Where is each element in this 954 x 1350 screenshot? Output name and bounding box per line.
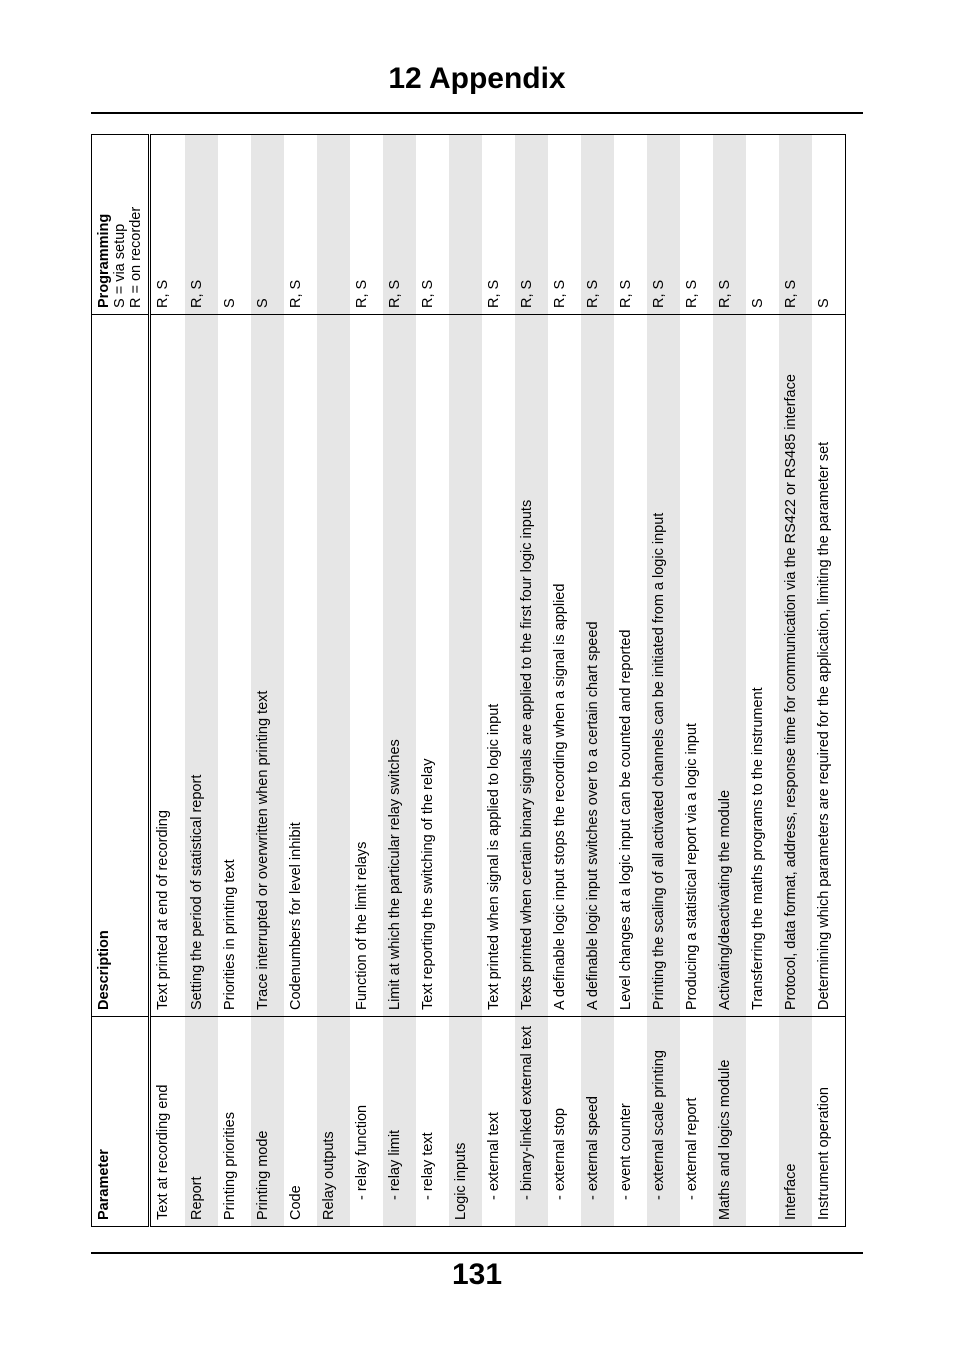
cell-description: Transferring the maths programs to the instrument	[746, 315, 779, 1017]
cell-parameter: - relay limit	[383, 1017, 416, 1227]
cell-programming: R, S	[614, 135, 647, 315]
table-row	[614, 135, 647, 1227]
cell-description: Printing the scaling of all activated channels can be initiated from a logic input	[647, 315, 680, 1017]
cell-parameter: Report	[185, 1017, 218, 1227]
cell-parameter: Code	[284, 1017, 317, 1227]
column-header-programming	[92, 135, 150, 315]
column-header-description: Description	[92, 315, 150, 1017]
footer-rule	[91, 1252, 863, 1254]
cell-parameter: - external text	[482, 1017, 515, 1227]
cell-programming: R, S	[350, 135, 383, 315]
cell-parameter: Text at recording end	[150, 1017, 185, 1227]
cell-description: Level changes at a logic input can be counted and reported	[614, 315, 647, 1017]
cell-parameter: - external scale printing	[647, 1017, 680, 1227]
cell-programming: R, S	[383, 135, 416, 315]
cell-description: A definable logic input stops the recording when a signal is applied	[548, 315, 581, 1017]
cell-parameter: Relay outputs	[317, 1017, 350, 1227]
table-row	[218, 135, 251, 1227]
cell-description: Setting the period of statistical report	[185, 315, 218, 1017]
table-row	[812, 135, 846, 1227]
cell-parameter: - event counter	[614, 1017, 647, 1227]
cell-description: Text reporting the switching of the relay	[416, 315, 449, 1017]
cell-parameter	[746, 1017, 779, 1227]
cell-parameter: Logic inputs	[449, 1017, 482, 1227]
cell-programming	[449, 135, 482, 315]
cell-programming	[317, 135, 350, 315]
cell-description: Priorities in printing text	[218, 315, 251, 1017]
cell-description: Determining which parameters are required for the application, limiting the parameter set	[812, 315, 846, 1017]
table-row	[449, 135, 482, 1227]
table-row	[317, 135, 350, 1227]
table-row	[185, 135, 218, 1227]
cell-description	[317, 315, 350, 1017]
cell-description: Producing a statistical report via a logic input	[680, 315, 713, 1017]
cell-programming: S	[746, 135, 779, 315]
cell-programming: R, S	[416, 135, 449, 315]
cell-description: Function of the limit relays	[350, 315, 383, 1017]
table-row	[647, 135, 680, 1227]
table-row	[251, 135, 284, 1227]
page-number: 131	[451, 1258, 503, 1291]
header-rule	[91, 112, 863, 114]
cell-description: Trace interrupted or overwritten when printing text	[251, 315, 284, 1017]
cell-parameter: Printing priorities	[218, 1017, 251, 1227]
cell-programming: R, S	[482, 135, 515, 315]
cell-programming: S	[218, 135, 251, 315]
table-body	[150, 135, 846, 1227]
cell-description: Activating/deactivating the module	[713, 315, 746, 1017]
table-row	[284, 135, 317, 1227]
table-row	[515, 135, 548, 1227]
cell-programming: S	[251, 135, 284, 315]
table-row	[680, 135, 713, 1227]
cell-parameter: - external report	[680, 1017, 713, 1227]
programming-note-setup: S = via setup	[112, 223, 128, 308]
cell-description: Codenumbers for level inhibit	[284, 315, 317, 1017]
cell-parameter: Printing mode	[251, 1017, 284, 1227]
programming-note-recorder: R = on recorder	[128, 206, 144, 308]
cell-description: Protocol, data format, address, response time for communication via the RS422 or RS485 interface	[779, 315, 812, 1017]
cell-programming: R, S	[680, 135, 713, 315]
cell-programming: R, S	[284, 135, 317, 315]
table-row	[350, 135, 383, 1227]
cell-description: Limit at which the particular relay switches	[383, 315, 416, 1017]
cell-programming: R, S	[185, 135, 218, 315]
table-row	[150, 135, 185, 1227]
cell-parameter: - binary-linked external text	[515, 1017, 548, 1227]
table-row	[482, 135, 515, 1227]
cell-parameter: Maths and logics module	[713, 1017, 746, 1227]
cell-description: Text printed at end of recording	[150, 315, 185, 1017]
parameter-table	[91, 134, 846, 1227]
cell-programming: R, S	[548, 135, 581, 315]
cell-programming: R, S	[779, 135, 812, 315]
table-header-row	[92, 135, 150, 1227]
table-row	[746, 135, 779, 1227]
cell-programming: R, S	[515, 135, 548, 315]
table-row	[548, 135, 581, 1227]
cell-description: Text printed when signal is applied to logic input	[482, 315, 515, 1017]
table-row	[779, 135, 812, 1227]
cell-parameter: - relay function	[350, 1017, 383, 1227]
cell-parameter: Instrument operation	[812, 1017, 846, 1227]
cell-description: Texts printed when certain binary signals are applied to the first four logic inputs	[515, 315, 548, 1017]
cell-programming: R, S	[647, 135, 680, 315]
rotated-table	[91, 135, 846, 1227]
table-row	[416, 135, 449, 1227]
column-header-parameter: Parameter	[92, 1017, 150, 1227]
cell-parameter: Interface	[779, 1017, 812, 1227]
cell-programming: R, S	[581, 135, 614, 315]
cell-parameter: - relay text	[416, 1017, 449, 1227]
programming-title: Programming	[96, 213, 112, 308]
cell-programming: R, S	[713, 135, 746, 315]
cell-parameter: - external speed	[581, 1017, 614, 1227]
cell-description: A definable logic input switches over to a certain chart speed	[581, 315, 614, 1017]
cell-programming: R, S	[150, 135, 185, 315]
table-row	[383, 135, 416, 1227]
table-row	[581, 135, 614, 1227]
parameter-table-container	[91, 135, 846, 1227]
cell-description	[449, 315, 482, 1017]
table-row	[713, 135, 746, 1227]
page-title: 12 Appendix	[388, 62, 566, 95]
cell-parameter: - external stop	[548, 1017, 581, 1227]
cell-programming: S	[812, 135, 846, 315]
